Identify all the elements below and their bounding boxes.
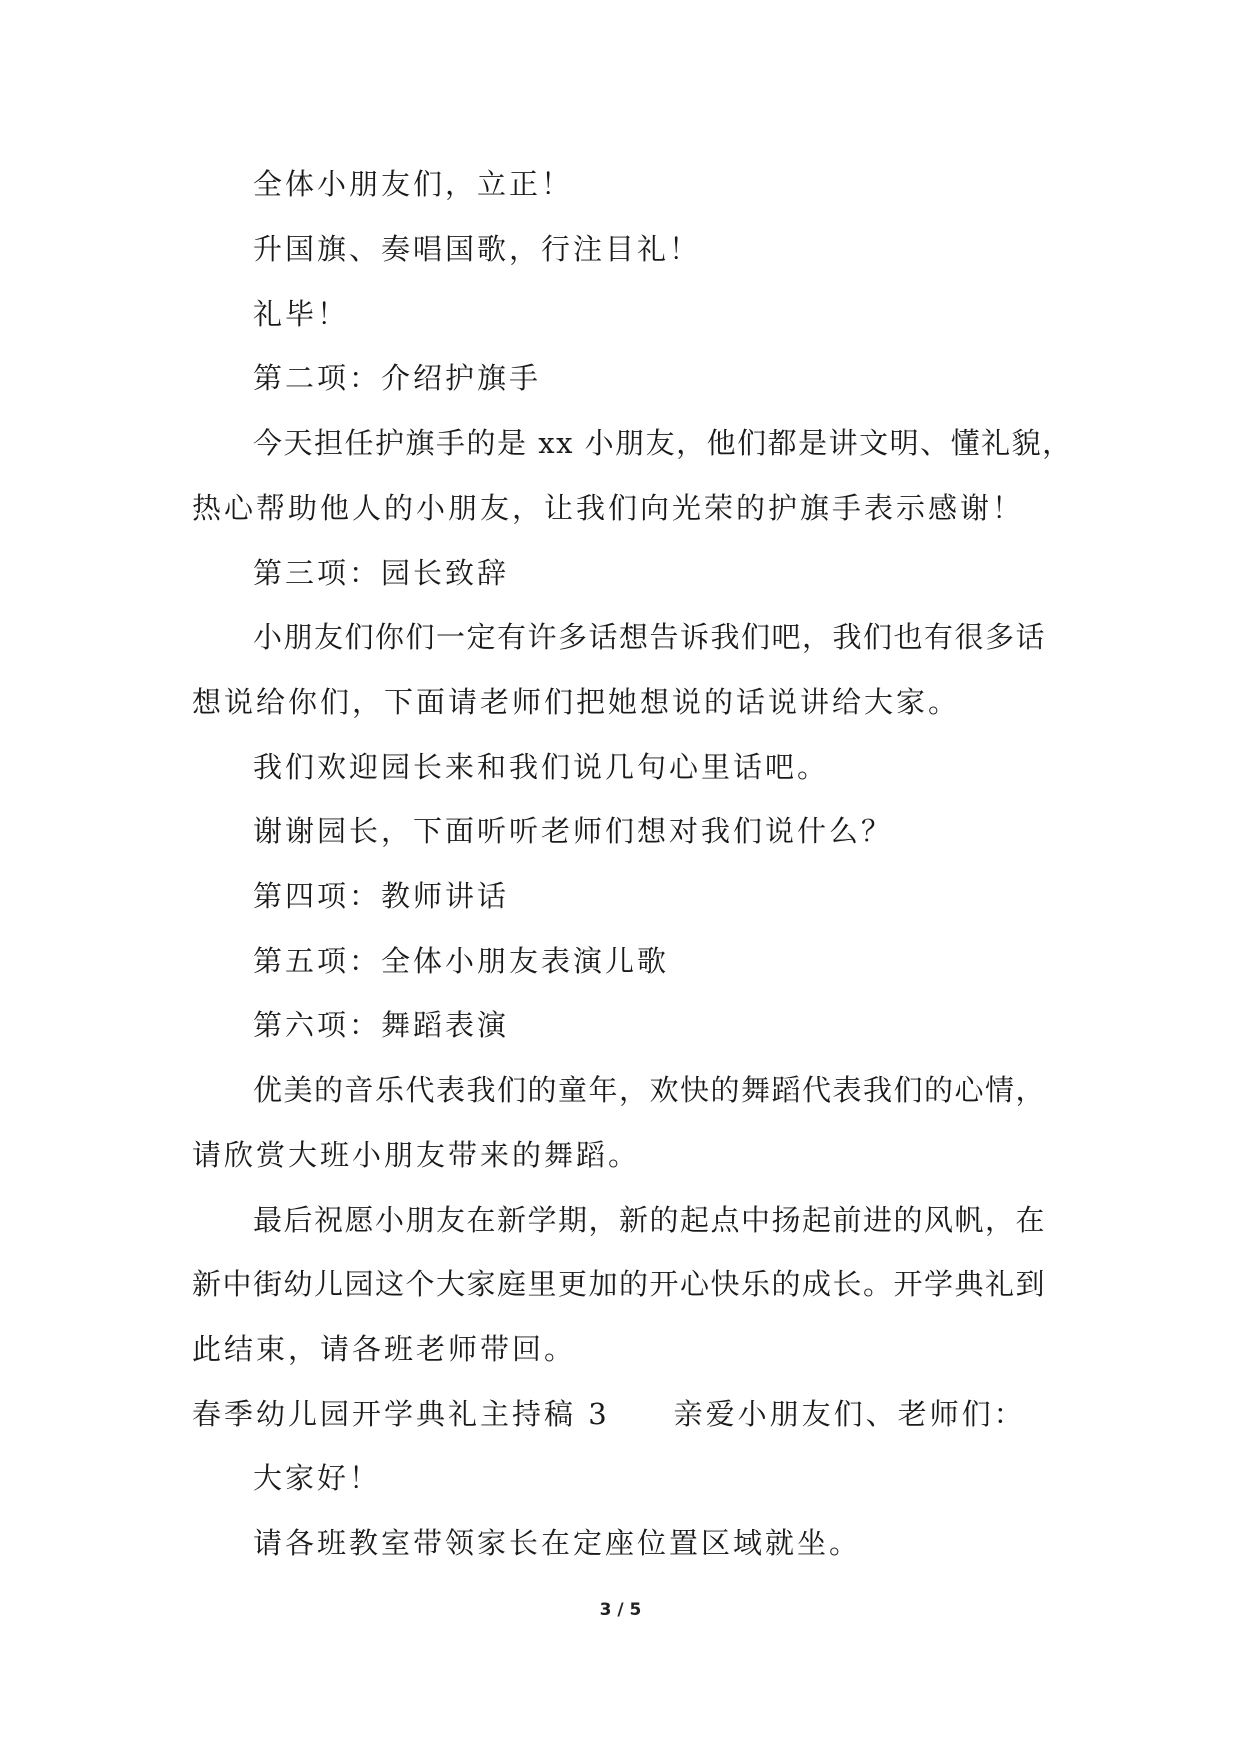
text-line: 想说给你们，下面请老师们把她想说的话说讲给大家。 xyxy=(192,685,961,719)
section-heading: 第四项：教师讲话 xyxy=(253,879,510,913)
section-heading: 第三项：园长致辞 xyxy=(253,556,510,590)
section-heading: 第六项：舞蹈表演 xyxy=(253,1008,510,1042)
text-line: 谢谢园长，下面听听老师们想对我们说什么？ xyxy=(253,814,894,848)
text-line: 此结束，请各班老师带回。 xyxy=(192,1332,577,1366)
text-line: 小朋友们你们一定有许多话想告诉我们吧，我们也有很多话 xyxy=(253,620,1047,654)
text-line: 大家好！ xyxy=(253,1461,382,1495)
section-heading: 第二项：介绍护旗手 xyxy=(253,361,542,395)
text-line: 礼毕！ xyxy=(253,297,350,331)
page-number: 3 / 5 xyxy=(599,1600,642,1620)
text-line: 请各班教室带领家长在定座位置区域就坐。 xyxy=(253,1526,862,1560)
text-line: 热心帮助他人的小朋友，让我们向光荣的护旗手表示感谢！ xyxy=(192,491,1025,525)
document-title-line: 春季幼儿园开学典礼主持稿 3 亲爱小朋友们、老师们： xyxy=(192,1397,1026,1431)
text-line: 优美的音乐代表我们的童年，欢快的舞蹈代表我们的心情， xyxy=(253,1073,1047,1107)
text-line: 升国旗、奏唱国歌，行注目礼！ xyxy=(253,232,702,266)
text-line: 最后祝愿小朋友在新学期，新的起点中扬起前进的风帆，在 xyxy=(253,1203,1047,1237)
text-line: 请欣赏大班小朋友带来的舞蹈。 xyxy=(192,1138,641,1172)
text-line: 全体小朋友们，立正！ xyxy=(253,167,574,201)
text-line: 新中街幼儿园这个大家庭里更加的开心快乐的成长。开学典礼到 xyxy=(192,1267,1047,1301)
text-line: 今天担任护旗手的是 xx 小朋友，他们都是讲文明、懂礼貌， xyxy=(253,426,1073,460)
section-heading: 第五项：全体小朋友表演儿歌 xyxy=(253,944,670,978)
text-line: 我们欢迎园长来和我们说几句心里话吧。 xyxy=(253,750,830,784)
